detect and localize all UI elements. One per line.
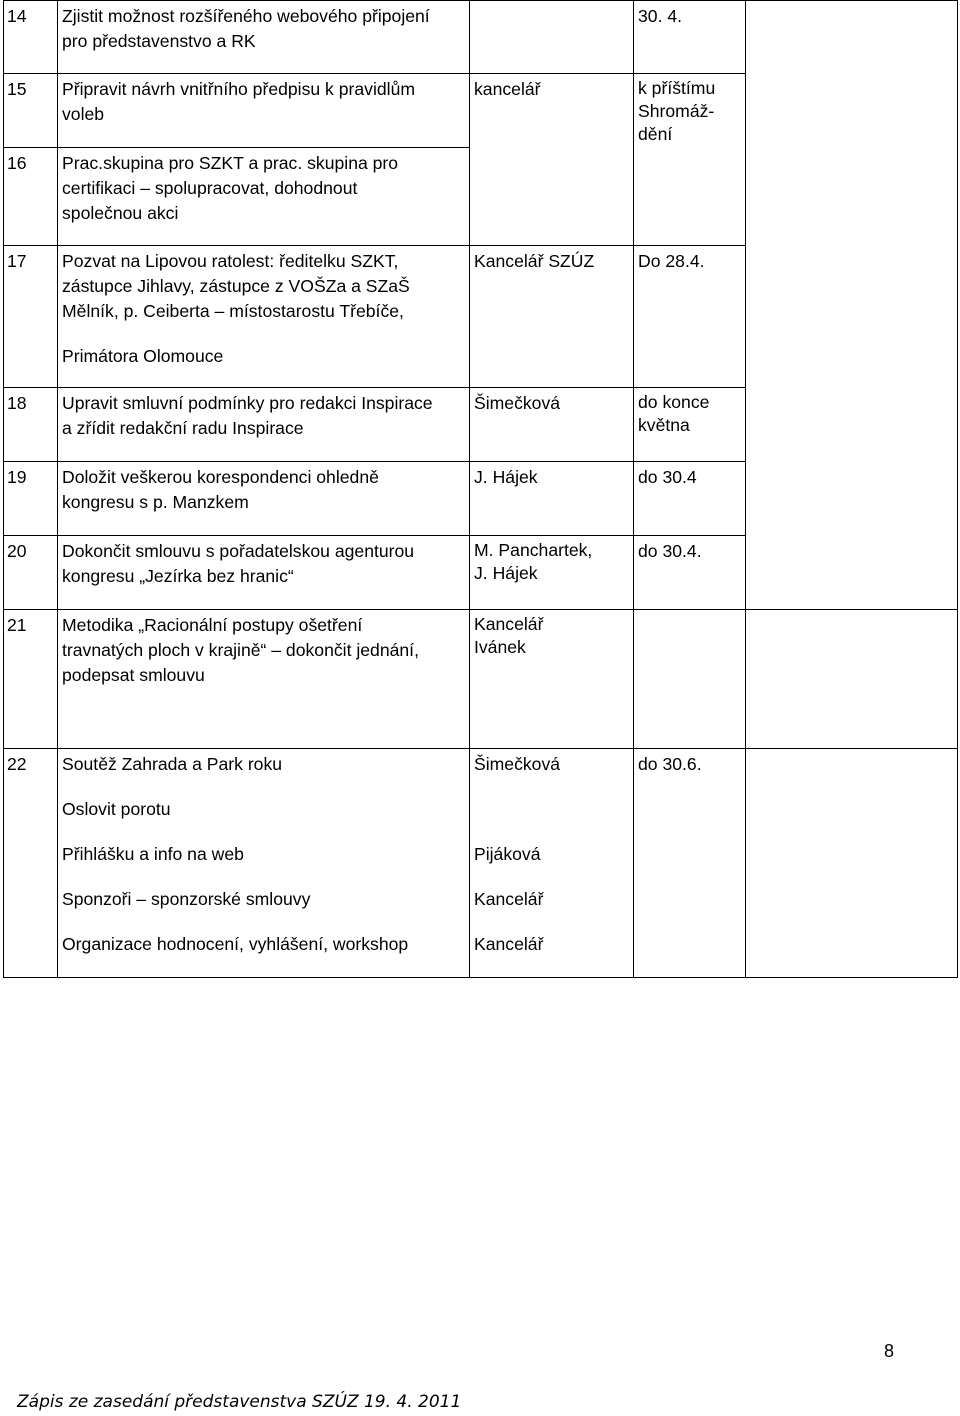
task-responsible: kancelář bbox=[470, 74, 634, 148]
task-number: 17 bbox=[4, 246, 58, 388]
task-number: 21 bbox=[4, 610, 58, 749]
task-note bbox=[746, 246, 958, 388]
task-description: Metodika „Racionální postupy ošetření travnatých ploch v krajině“ – dokončit jednání, podepsat smlouvu bbox=[58, 610, 470, 749]
task-number: 20 bbox=[4, 536, 58, 610]
table-row bbox=[4, 610, 958, 749]
task-note bbox=[746, 74, 958, 148]
task-note bbox=[746, 1, 958, 74]
table-row bbox=[4, 536, 958, 610]
task-description: Dokončit smlouvu s pořadatelskou agenturou kongresu „Jezírka bez hranic“ bbox=[58, 536, 470, 610]
task-number: 18 bbox=[4, 388, 58, 462]
task-responsible: M. Panchartek, J. Hájek bbox=[470, 536, 634, 610]
task-number: 16 bbox=[4, 148, 58, 246]
task-deadline: 30. 4. bbox=[634, 1, 746, 74]
task-note bbox=[746, 610, 958, 749]
task-responsible: Šimečková Pijáková Kancelář Kancelář bbox=[470, 749, 634, 978]
task-note bbox=[746, 462, 958, 536]
table-row bbox=[4, 246, 958, 388]
task-responsible: Kancelář SZÚZ bbox=[470, 246, 634, 388]
task-number: 15 bbox=[4, 74, 58, 148]
task-responsible bbox=[470, 1, 634, 74]
task-deadline: k příštímu Shromáž- dění bbox=[634, 74, 746, 148]
task-description: Připravit návrh vnitřního předpisu k pravidlům voleb bbox=[58, 74, 470, 148]
page-footer: Zápis ze zasedání představenstva SZÚZ 19. 4. 2011 bbox=[17, 1392, 462, 1412]
task-deadline: do konce května bbox=[634, 388, 746, 462]
task-deadline: do 30.4. bbox=[634, 536, 746, 610]
table-row bbox=[4, 1, 958, 74]
task-note bbox=[746, 148, 958, 246]
task-number: 19 bbox=[4, 462, 58, 536]
task-deadline: do 30.6. bbox=[634, 749, 746, 978]
task-responsible: Šimečková bbox=[470, 388, 634, 462]
task-description: Soutěž Zahrada a Park roku Oslovit porotu Přihlášku a info na web Sponzoři – sponzorské smlouvy Organizace hodnocení, vyhlášení, workshop bbox=[58, 749, 470, 978]
task-note bbox=[746, 536, 958, 610]
task-description: Upravit smluvní podmínky pro redakci Inspirace a zřídit redakční radu Inspirace bbox=[58, 388, 470, 462]
task-description: Doložit veškerou korespondenci ohledně kongresu s p. Manzkem bbox=[58, 462, 470, 536]
task-deadline bbox=[634, 148, 746, 246]
table-row bbox=[4, 388, 958, 462]
task-table bbox=[3, 0, 958, 978]
task-number: 14 bbox=[4, 1, 58, 74]
task-description: Zjistit možnost rozšířeného webového připojení pro představenstvo a RK bbox=[58, 1, 470, 74]
task-note bbox=[746, 749, 958, 978]
task-responsible bbox=[470, 148, 634, 246]
table-row bbox=[4, 74, 958, 148]
task-responsible: Kancelář Ivánek bbox=[470, 610, 634, 749]
task-number: 22 bbox=[4, 749, 58, 978]
table-row bbox=[4, 462, 958, 536]
task-description: Prac.skupina pro SZKT a prac. skupina pro certifikaci – spolupracovat, dohodnout společnou akci bbox=[58, 148, 470, 246]
table-row bbox=[4, 749, 958, 978]
table-row bbox=[4, 148, 958, 246]
task-responsible: J. Hájek bbox=[470, 462, 634, 536]
task-description: Pozvat na Lipovou ratolest: ředitelku SZKT, zástupce Jihlavy, zástupce z VOŠZa a SZaŠ Mělník, p. Ceiberta – místostarostu Třebíče, Primátora Olomouce bbox=[58, 246, 470, 388]
task-deadline: Do 28.4. bbox=[634, 246, 746, 388]
page-number: 8 bbox=[884, 1341, 895, 1361]
task-note bbox=[746, 388, 958, 462]
task-deadline bbox=[634, 610, 746, 749]
task-deadline: do 30.4 bbox=[634, 462, 746, 536]
